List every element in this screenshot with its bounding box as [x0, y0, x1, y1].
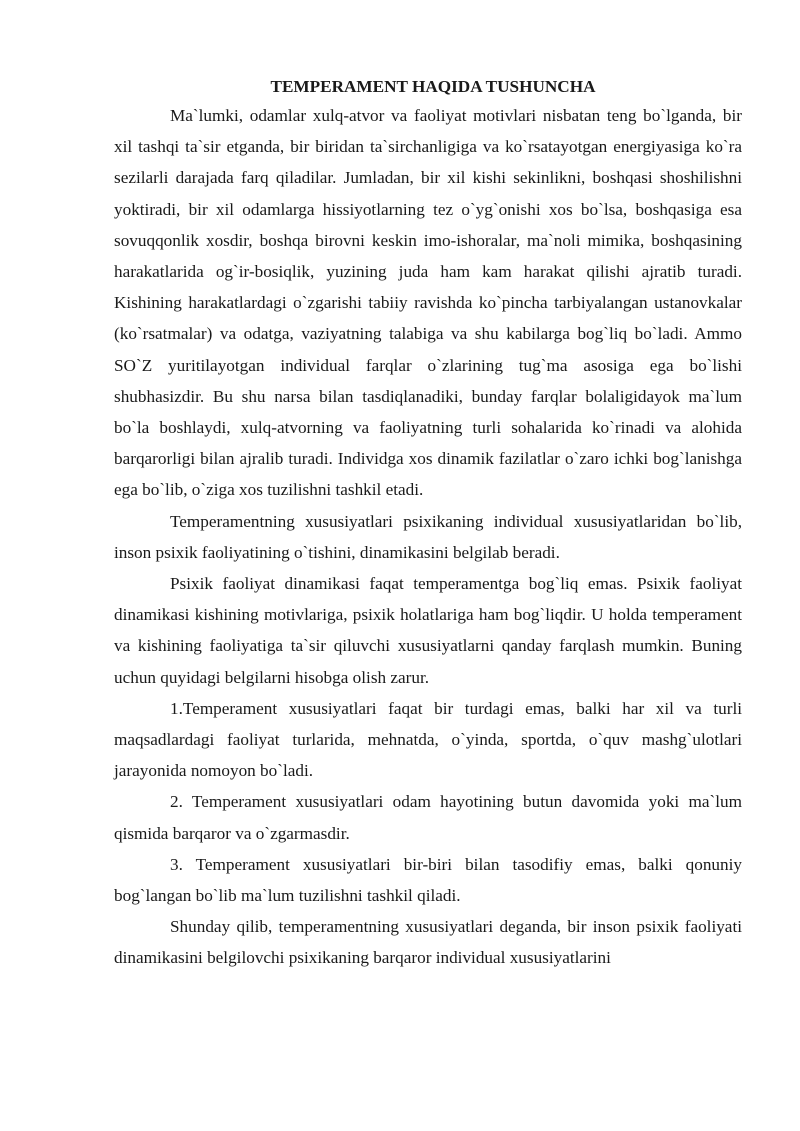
paragraph-temperament-properties: Temperamentning xususiyatlari psixikaning individual xususiyatlaridan bo`lib, inson psixik faoliyatining o`tishini, dinamikasini belgilab beradi. [114, 511, 742, 562]
document-body [114, 74, 742, 974]
paragraph-psychic-dynamics: Psixik faoliyat dinamikasi faqat temperamentga bog`liq emas. Psixik faoliyat dinamikasi kishining motivlariga, psixik holatlariga ham bog`liqdir. U holda temperament va kishining faoliyatiga ta`sir qiluvchi xususiyatlarni qanday farqlash mumkin. Buning uchun quyidagi belgilarni hisobga olish zarur. [114, 574, 742, 687]
list-item-3: 3. Temperament xususiyatlari bir-biri bilan tasodifiy emas, balki qonuniy bog`langan bo`lib ma`lum tuzilishni tashkil qiladi. [114, 854, 742, 906]
paragraph-conclusion: Shunday qilib, temperamentning xususiyatlari deganda, bir inson psixik faoliyati dinamikasini belgilovchi psixikaning barqaror individual xususiyatlarini [114, 917, 742, 968]
list-item-1: 1.Temperament xususiyatlari faqat bir turdagi emas, balki har xil va turli maqsadlardagi faoliyat turlarida, mehnatda, o`yinda, sportda, o`quv mashg`ulotlari jarayonida nomoyon bo`ladi. [114, 698, 742, 781]
list-item-2: 2. Temperament xususiyatlari odam hayotining butun davomida yoki ma`lum qismida barqaror va o`zgarmasdir. [114, 792, 742, 843]
paragraph-intro: Ma`lumki, odamlar xulq-atvor va faoliyat motivlari nisbatan teng bo`lganda, bir xil tashqi ta`sir etganda, bir biridan ta`sirchanligiga va ko`rsatayotgan energiyasiga ko`ra sezilarli darajada farq qiladilar. Jumladan, bir xil kishi sekinlikni, boshqasi shoshilishni yoktiradi, bir xil odamlarga hissiyotlarning tez o`yg`onishi xos bo`lsa, boshqasiga esa sovuqqonlik xosdir, boshqa birovni keskin imo-ishoralar, ma`noli mimika, boshqasining harakatlarida og`ir-bosiqlik, yuzining juda ham kam harakat qilishi ajratib turadi. Kishining harakatlardagi o`zgarishi tabiiy ravishda ko`pincha tarbiyalangan ustanovkalar (ko`rsatmalar) va odatga, vaziyatning talabiga va shu kabilarga bog`liq bo`ladi. Ammo SO`Z yuritilayotgan individual farqlar o`zlarining tug`ma asosiga ega bo`lishi shubhasizdir. Bu shu narsa bilan tasdiqlanadiki, bunday farqlar bolaligidayok ma`lum bo`la boshlaydi, xulq-atvorning va faoliyatning turli sohalarida ko`rinadi va alohida barqarorligi bilan ajralib turadi. Individga xos dinamik fazilatlar o`zaro ichki bog`lanishga ega bo`lib, o`ziga xos tuzilishni tashkil etadi. [114, 106, 742, 500]
document-title: TEMPERAMENT HAQIDA TUSHUNCHA [270, 77, 596, 96]
